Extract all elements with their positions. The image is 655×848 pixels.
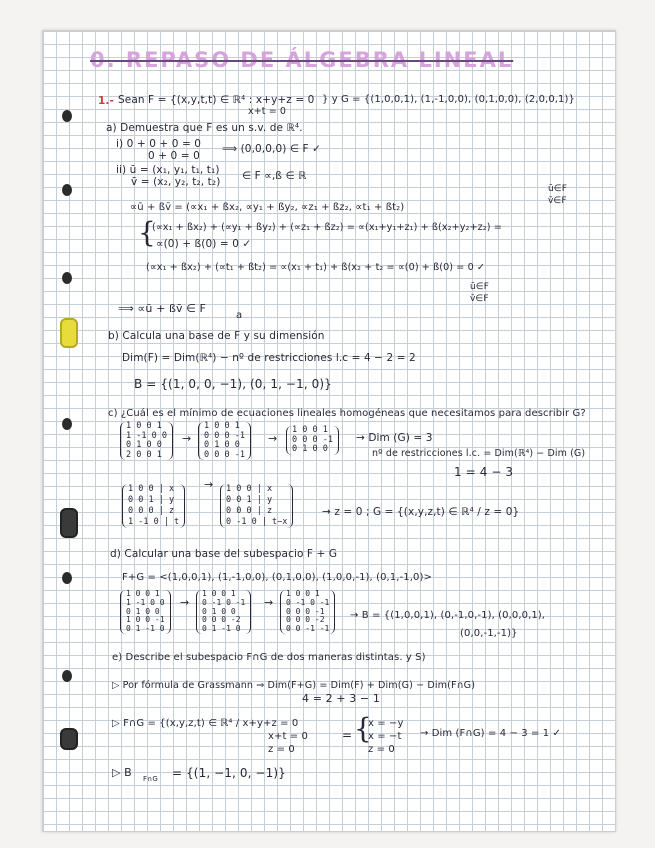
c-matrix-3 [286,426,339,455]
equals-sign: = [342,728,353,742]
exercise-statement-g: } y G = {(1,0,0,1), (1,-1,0,0), (0,1,0,0), (2,0,0,1)} [322,94,575,105]
section-d-heading: d) Calcular una base del subespacio F + G [110,548,338,560]
matrix-row: 0 0 0 -1 [204,430,245,441]
a-conclusion-sub: a [236,310,243,321]
section-a-heading: a) Demuestra que F es un s.v. de ℝ⁴. [106,122,303,134]
d-matrix-1 [120,590,171,634]
page-title: 0. REPASO DE ÁLGEBRA LINEAL [90,48,514,72]
matrix-row: 2 0 0 1 [126,449,162,460]
c-matrix-2 [198,422,251,460]
system-brace: { [354,712,372,745]
u-in-f-note-2: ū∈F [470,282,490,292]
a-ii-line1: ii) ū = (x₁, y₁, t₁, t₁) [116,164,220,176]
e-intersection-eq2: x+t = 0 [268,731,309,742]
a-sys-line2: ∝(0) + ß(0) = 0 ✓ [156,238,252,250]
arrow-icon: → [264,596,274,609]
binder-hole [62,110,72,122]
c-dim-g: → Dim (G) = 3 [356,432,433,444]
matrix-row: 0 1 0 0 [126,440,162,450]
a-i-line2: 0 + 0 = 0 [148,150,200,162]
e-grassmann: ▷ Por fórmula de Grassmann ⇒ Dim(F+G) = Dim(F) + Dim(G) − Dim(F∩G) [112,680,476,691]
d-base-cont: (0,0,-1,-1)} [460,628,518,639]
e-intersection: ▷ F∩G = {(x,y,z,t) ∈ ℝ⁴ / x+y+z = 0 [112,718,299,729]
v-in-f-note: v̄∈F [548,196,567,206]
section-e-heading: e) Describe el subespacio F∩G de dos maneras distintas. y S) [112,652,426,663]
matrix-row: 0 1 0 0 [204,440,240,450]
matrix-row: 0 1 -1 0 [126,624,165,634]
arrow-icon: → [182,432,192,445]
a-i-result: ⟹ (0,0,0,0) ∈ F ✓ [222,143,322,155]
a-ii-line2: v̄ = (x₂, y₂, t₂, t₂) [131,176,221,188]
e-base-subscript: F∩G [143,775,158,783]
matrix-row: 0 0 0 -1 [204,449,245,460]
b-dimension: Dim(F) = Dim(ℝ⁴) − nº de restricciones l.c = 4 − 2 = 2 [122,352,416,364]
binder-hole [62,572,72,584]
matrix-row: 1 0 0 1 [292,425,328,435]
arrow-icon: → [204,478,214,491]
e-grassmann-values: 4 = 2 + 3 − 1 [302,692,380,705]
a-sys-line3: (∝x₁ + ßx₂) + (∝t₁ + ßt₂) = ∝(x₁ + t₁) + ß(x₂ + t₂ = ∝(0) + ß(0) = 0 ✓ [146,262,486,273]
c-augmented-matrix-2 [220,484,293,528]
matrix-row: 0 0 0 -2 [286,615,325,625]
matrix-row: 0 1 0 0 [202,606,236,616]
matrix-row: 0 1 0 0 [126,606,160,616]
matrix-row: 0 0 -1 -1 [286,624,330,634]
system-brace: { [138,216,156,249]
matrix-row: 0 0 1 | y [226,495,273,505]
e-system-row: z = 0 [368,744,395,755]
d-base: → B = {(1,0,0,1), (0,-1,0,-1), (0,0,0,1), [350,610,546,621]
matrix-row: 0 -1 0 | t−x [226,517,288,527]
matrix-row: 1 0 0 1 [204,421,240,431]
matrix-row: 0 0 0 -2 [202,615,241,625]
binder-hole [62,670,72,682]
matrix-row: 1 0 0 | x [128,484,175,494]
d-sum: F+G = <(1,0,0,1), (1,-1,0,0), (0,1,0,0), (1,0,0,-1), (0,1,-1,0)> [122,572,432,583]
matrix-row: 0 1 0 0 [292,444,328,454]
matrix-row: 0 0 0 | z [128,506,175,516]
matrix-row: 1 0 0 1 [202,589,236,598]
section-b-heading: b) Calcula una base de F y su dimensión [108,330,325,342]
u-in-f-note: ū∈F [548,184,568,194]
c-restrictions: nº de restricciones l.c. = Dim(ℝ⁴) − Dim (G) [372,448,586,459]
e-base-label: ▷ B [112,766,132,779]
matrix-row: 1 0 0 1 [126,421,162,431]
c-augmented-matrix-1 [122,484,185,528]
v-in-f-note-2: v̄∈F [470,294,489,304]
binder-hole [62,418,72,430]
c-result: → z = 0 ; G = {(x,y,z,t) ∈ ℝ⁴ / z = 0} [322,506,520,518]
section-c-heading: c) ¿Cuál es el mínimo de ecuaciones lineales homogéneas que necesitamos para describir G? [108,408,586,419]
matrix-row: 0 0 1 | y [128,495,175,505]
binder-ring [60,728,78,750]
matrix-row: 0 -1 0 -1 [286,597,330,607]
binder-ring [60,508,78,538]
c-restrictions-values: 1 = 4 − 3 [454,465,514,479]
arrow-icon: → [180,596,190,609]
matrix-row: 1 -1 0 0 [126,430,167,441]
matrix-row: 1 -1 0 0 [126,597,165,607]
e-dimension-result: → Dim (F∩G) = 4 − 3 = 1 ✓ [420,728,561,739]
d-matrix-2 [196,590,251,634]
e-intersection-eq3: z = 0 [268,744,295,755]
matrix-row: 1 0 0 1 [126,589,160,598]
a-i-line1: i) 0 + 0 + 0 = 0 [116,138,202,150]
matrix-row: 0 0 0 | z [226,506,273,516]
c-matrix-1 [120,422,173,460]
e-system-row: x = −y [368,718,404,729]
a-conclusion: ⟹ ∝ū + ßv̄ ∈ F [118,302,206,315]
binder-hole [62,272,72,284]
e-system-row: x = −t [368,731,402,742]
arrow-icon: → [268,432,278,445]
a-sys-line1: (∝x₁ + ßx₂) + (∝y₁ + ßy₂) + (∝z₁ + ßz₂) = ∝(x₁+y₁+z₁) + ß(x₂+y₂+z₂) = [152,222,502,233]
a-ii-line3: ∈ F ∝,ß ∈ ℝ [242,170,307,182]
matrix-row: 0 0 0 -1 [286,606,325,616]
exercise-statement: Sean F = {(x,y,t,t) ∈ ℝ⁴ : x+y+z = 0 [118,94,315,106]
matrix-row: 1 0 0 | x [226,484,273,494]
matrix-row: 0 -1 0 -1 [202,597,246,607]
matrix-row: 0 1 -1 0 [202,624,241,634]
exercise-number: 1.- [98,95,114,107]
matrix-row: 0 0 0 -1 [292,434,333,445]
d-matrix-3 [280,590,335,634]
matrix-row: 1 -1 0 | t [128,517,180,527]
exercise-statement-eq2: x+t = 0 [248,106,287,117]
matrix-row: 1 0 0 -1 [126,615,165,625]
binder-hole [62,184,72,196]
b-base: B = {(1, 0, 0, −1), (0, 1, −1, 0)} [134,377,332,391]
e-base-value: = {(1, −1, 0, −1)} [172,766,286,780]
a-linear-combination: ∝ū + ßv̄ = (∝x₁ + ßx₂, ∝y₁ + ßy₂, ∝z₁ + ßz₂, ∝t₁ + ßt₂) [130,202,405,213]
matrix-row: 1 0 0 1 [286,589,320,598]
binder-ring [60,318,78,348]
